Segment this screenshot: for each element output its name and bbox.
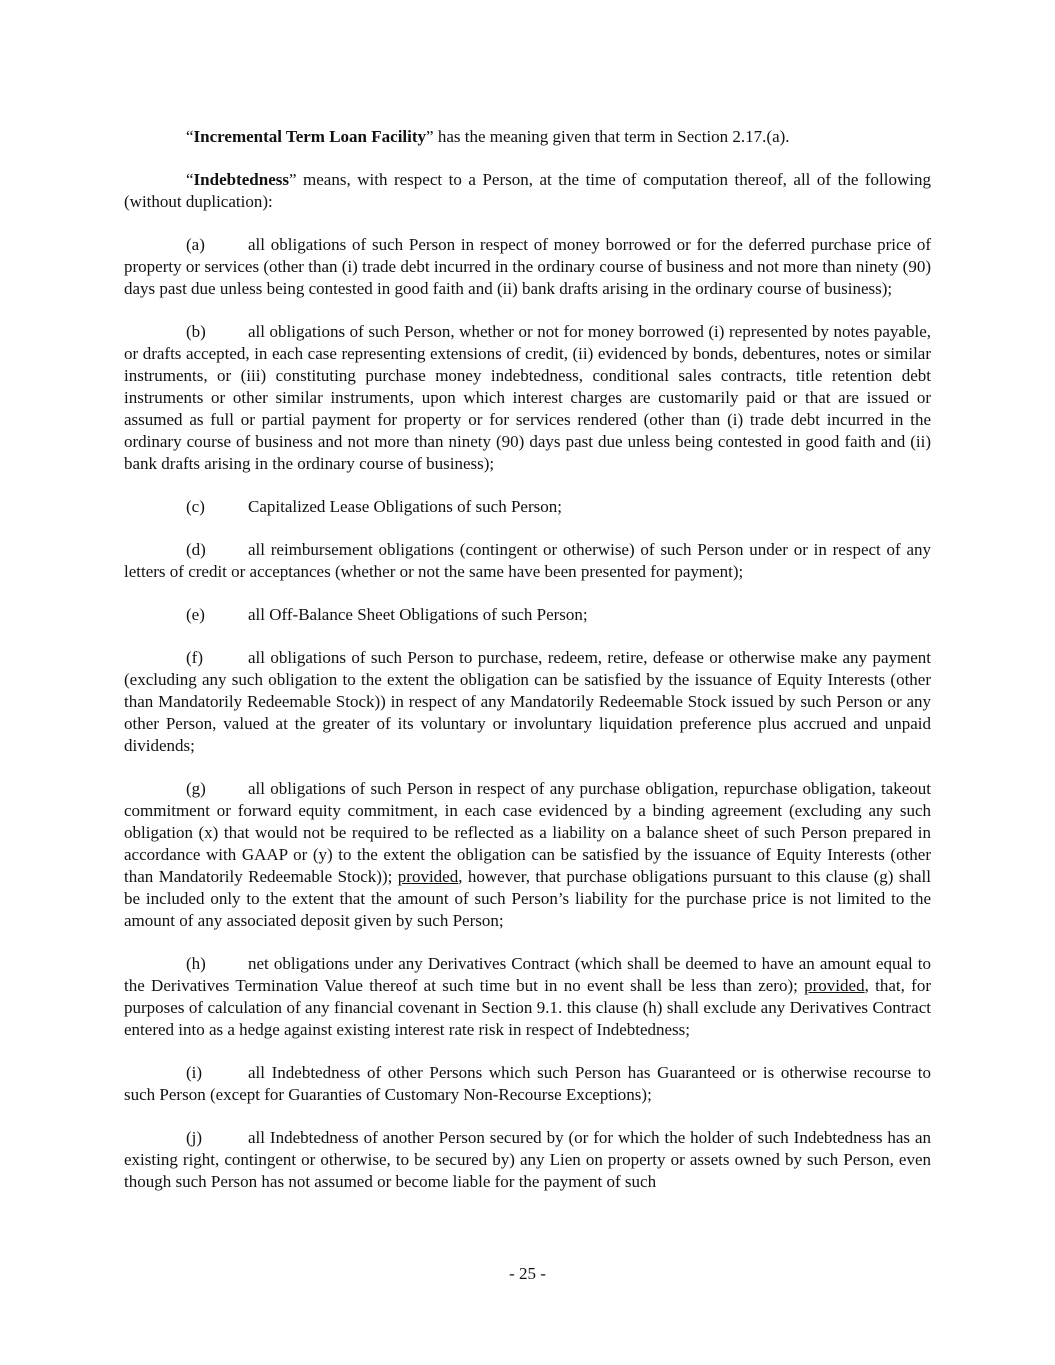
clause-d — [124, 539, 931, 583]
defined-term: Indebtedness — [193, 170, 289, 189]
clause-text: all Indebtedness of another Person secured by (or for which the holder of such Indebtedness has an existing right, contingent or otherwise, to be secured by) any Lien on property or assets owned by such Person, even though such Person has not assumed or become liable for the payment of such — [124, 1128, 931, 1191]
clause-c — [124, 496, 931, 518]
clause-text: net obligations under any Derivatives Contract (which shall be deemed to have an amount equal to the Derivatives Termination Value thereof at such time but in no event shall be less than zero); — [124, 954, 931, 995]
clause-e — [124, 604, 931, 626]
clause-label: (b) — [186, 322, 206, 341]
clause-text: all obligations of such Person in respect of money borrowed or for the deferred purchase price of property or services (other than (i) trade debt incurred in the ordinary course of business and not more than ninety (90) days past due unless being contested in good faith and (ii) bank drafts arising in the ordinary course of business); — [124, 235, 931, 298]
clause-i — [124, 1062, 931, 1106]
page-number: - 25 - — [509, 1264, 546, 1283]
clause-b — [124, 321, 931, 475]
clause-text: all reimbursement obligations (contingent or otherwise) of such Person under or in respect of any letters of credit or acceptances (whether or not the same have been presented for payment); — [124, 540, 931, 581]
clause-g — [124, 778, 931, 932]
clause-label: (f) — [186, 648, 203, 667]
definition-indebtedness: “Indebtedness” means, with respect to a Person, at the time of computation thereof, all of the following (without duplication): — [124, 170, 931, 211]
clause-label: (i) — [186, 1063, 203, 1082]
clause-label: (g) — [186, 779, 206, 798]
clause-f — [124, 647, 931, 757]
defined-term: Incremental Term Loan Facility — [193, 127, 427, 146]
clause-label: (j) — [186, 1128, 203, 1147]
clause-text: Capitalized Lease Obligations of such Person; — [248, 497, 562, 516]
clause-label: (h) — [186, 954, 206, 973]
clause-text: all obligations of such Person to purchase, redeem, retire, defease or otherwise make any payment (excluding any such obligation to the extent the obligation can be satisfied by the issuance of Equity Interests (other than Mandatorily Redeemable Stock)) in respect of any Mandatorily Redeemable Stock issued by such Person or any other Person, valued at the greater of its voluntary or involuntary liquidation preference plus accrued and unpaid dividends; — [124, 648, 931, 755]
provided-underlined: provided — [804, 976, 865, 995]
definition-incremental-term-loan-facility: “Incremental Term Loan Facility” has the meaning given that term in Section 2.17.(a). — [186, 127, 790, 146]
clause-label: (c) — [186, 497, 205, 516]
clause-label: (e) — [186, 605, 205, 624]
provided-underlined: provided — [397, 867, 459, 886]
clause-text-continued: , however, that purchase obligations pursuant to this clause (g) shall be included only to the extent that the amount of such Person’s liability for the purchase price is not limited to the amount of any associated deposit given by such Person; — [124, 867, 931, 930]
clause-a — [124, 234, 931, 300]
document-body — [124, 126, 931, 1214]
clause-text-continued: , that, for purposes of calculation of any financial covenant in Section 9.1. this clause (h) shall exclude any Derivatives Contract entered into as a hedge against existing interest rate risk in respect of Indebtedness; — [124, 976, 931, 1039]
clause-h — [124, 953, 931, 1041]
clause-text: all Indebtedness of other Persons which such Person has Guaranteed or is otherwise recourse to such Person (except for Guaranties of Customary Non-Recourse Exceptions); — [124, 1063, 931, 1104]
clause-label: (d) — [186, 540, 206, 559]
clause-text: all obligations of such Person, whether or not for money borrowed (i) represented by notes payable, or drafts accepted, in each case representing extensions of credit, (ii) evidenced by bonds, debentures, notes or similar instruments, or (iii) constituting purchase money indebtedness, conditional sales contracts, title retention debt instruments or other similar instruments, upon which interest charges are customarily paid or that are issued or assumed as full or partial payment for property or for services rendered (other than (i) trade debt incurred in the ordinary course of business and not more than ninety (90) days past due unless being contested in good faith and (ii) bank drafts arising in the ordinary course of business); — [124, 322, 931, 473]
clause-text: all Off-Balance Sheet Obligations of such Person; — [248, 605, 588, 624]
clause-text: all obligations of such Person in respect of any purchase obligation, repurchase obligation, takeout commitment or forward equity commitment, in each case evidenced by a binding agreement (excluding any such obligation (x) that would not be required to be reflected as a liability on a balance sheet of such Person prepared in accordance with GAAP or (y) to the extent the obligation can be satisfied by the issuance of Equity Interests (other than Mandatorily Redeemable Stock)); — [124, 779, 931, 886]
clause-label: (a) — [186, 235, 205, 254]
clause-j — [124, 1127, 931, 1193]
